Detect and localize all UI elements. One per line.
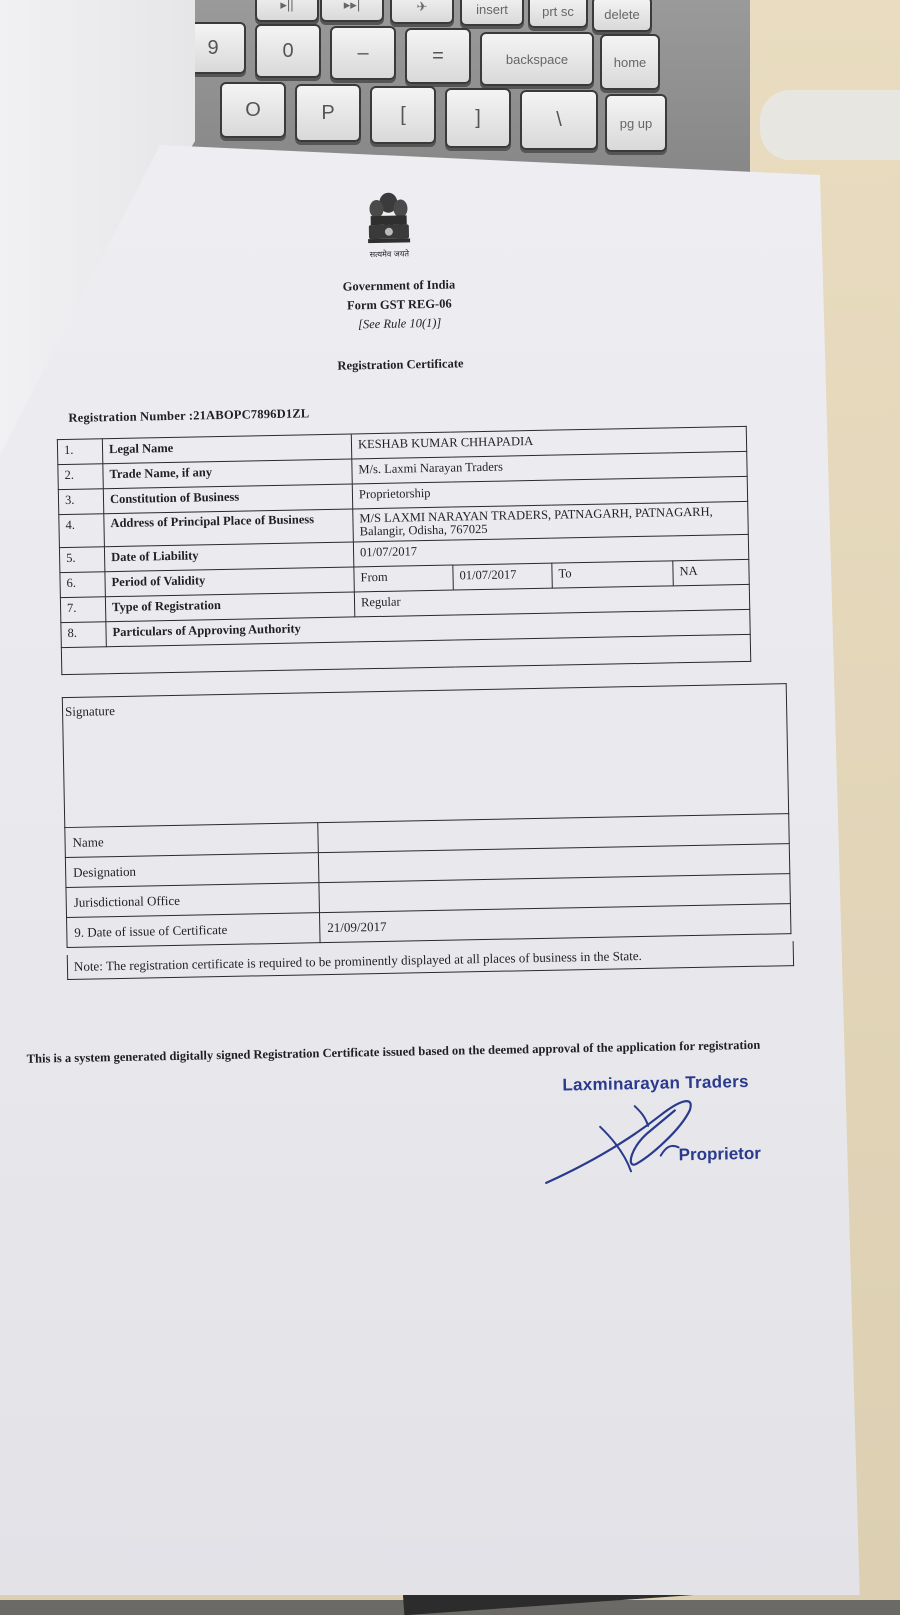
key-play-pause[interactable]: ▸|| [255,0,319,22]
issue-date-value: 21/09/2017 [319,904,790,943]
row-label: Trade Name, if any [103,459,352,489]
jurisdictional-office-label: Jurisdictional Office [66,883,320,918]
certificate-details-table [57,426,751,675]
key-equals[interactable]: = [405,28,471,84]
address-value: M/S LAXMI NARAYAN TRADERS, PATNAGARH, PATNAGARH, Balangir, Odisha, 767025 [353,501,749,542]
key-home[interactable]: home [600,34,660,90]
key-insert[interactable]: insert [460,0,524,26]
constitution-value: Proprietorship [352,476,747,509]
registration-type-value: Regular [354,584,749,617]
handwritten-signature [539,1085,721,1188]
liability-date-value: 01/07/2017 [353,534,748,567]
certificate-title: Registration Certificate [337,356,464,373]
legal-name-value: KESHAB KUMAR CHHAPADIA [351,426,746,459]
key-left-bracket[interactable]: [ [370,86,436,144]
validity-from-value: 01/07/2017 [453,563,552,590]
key-0[interactable]: 0 [255,24,321,78]
validity-to-label: To [552,561,673,588]
row-label: Period of Validity [105,567,354,597]
row-number: 5. [59,547,104,573]
key-minus[interactable]: – [330,26,396,80]
key-o[interactable]: O [220,82,286,138]
key-delete[interactable]: delete [592,0,652,32]
rule-reference: [See Rule 10(1)] [357,315,442,332]
key-9[interactable]: 9 [180,22,246,74]
key-p[interactable]: P [295,84,361,142]
key-backslash[interactable]: \ [520,90,598,150]
system-generated-statement: This is a system generated digitally signed Registration Certificate issued based on the deemed approval of the application for registration [26,1037,761,1066]
row-number: 4. [59,514,105,548]
signature-box [62,683,789,828]
emblem-motto: सत्यमेव जयते [369,249,410,260]
display-note: Note: The registration certificate is required to be prominently displayed at all places of business in the State. [67,941,794,980]
form-heading: Form GST REG-06 [346,296,452,313]
designation-label: Designation [65,853,319,888]
stamp-designation: Proprietor [678,1143,762,1165]
validity-from-label: From [354,565,453,592]
row-number: 3. [58,489,103,515]
row-number: 1. [57,439,102,465]
government-heading: Government of India [342,277,456,294]
row-number: 2. [58,464,103,490]
registration-number [68,406,309,426]
row-label: Date of Liability [104,542,353,572]
key-backspace[interactable]: backspace [480,32,594,86]
row-label: Type of Registration [105,592,354,622]
name-label: Name [65,823,319,858]
row-label: Legal Name [102,434,351,464]
registration-number-value: 21ABOPC7896D1ZL [193,406,310,423]
validity-to-value: NA [673,559,749,585]
key-right-bracket[interactable]: ] [445,88,511,148]
row-label: Address of Principal Place of Business [104,509,354,547]
stamp-firm-name: Laxminarayan Traders [562,1071,749,1095]
key-pgup[interactable]: pg up [605,94,667,152]
trade-name-value: M/s. Laxmi Narayan Traders [352,451,747,484]
row-number: 6. [60,572,105,598]
approving-authority-label: Particulars of Approving Authority [106,609,750,646]
authority-details-table [64,813,791,948]
signature-label: Signature [64,703,116,720]
row-number: 7. [60,597,105,623]
issue-date-label: 9. Date of issue of Certificate [67,913,321,948]
key-prtsc[interactable]: prt sc [528,0,588,28]
registration-number-label: Registration Number : [68,408,194,425]
row-number: 8. [61,622,106,648]
key-airplane[interactable]: ✈ [390,0,454,24]
row-label: Constitution of Business [103,484,352,514]
key-next[interactable]: ▸▸| [320,0,384,22]
